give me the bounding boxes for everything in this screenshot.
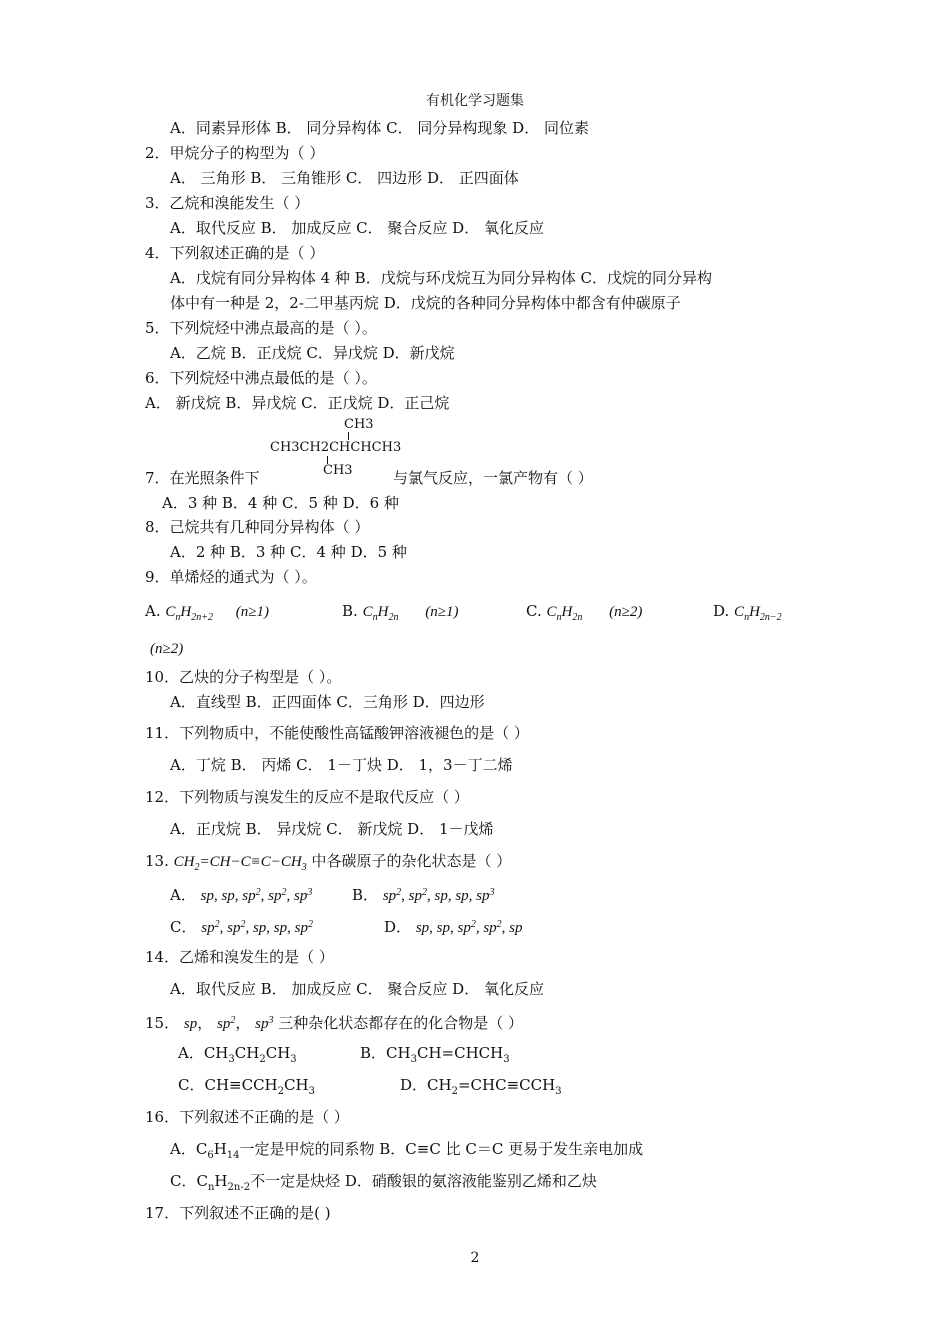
q9-option-d: D. $C_nH_{2n-2}$ bbox=[713, 602, 782, 623]
q13-option-c: C． $sp^2$, $sp^2$, sp, sp, $sp^2$ bbox=[170, 918, 313, 936]
q7-stem-b: 与氯气反应，一氯产物有（ ） bbox=[393, 469, 593, 487]
q14-options: A．取代反应 B． 加成反应 C． 聚合反应 D． 氧化反应 bbox=[170, 980, 544, 998]
structure-bottom-group: CH3 bbox=[323, 463, 353, 478]
q12-options: A．正戊烷 B． 异戊烷 C． 新戊烷 D． 1－戊烯 bbox=[170, 820, 494, 838]
q6-options: A． 新戊烷 B．异戊烷 C．正戊烷 D．正己烷 bbox=[145, 394, 450, 412]
q6-stem: 6．下列烷烃中沸点最低的是（ ）。 bbox=[145, 369, 377, 387]
q11-options: A．丁烷 B． 丙烯 C． 1－丁炔 D． 1，3－丁二烯 bbox=[170, 756, 513, 774]
q13-option-b: B． $sp^2$, $sp^2$, sp, sp, $sp^3$ bbox=[352, 886, 495, 904]
q8-options: A．2 种 B．3 种 C．4 种 D．5 种 bbox=[170, 543, 407, 561]
q12-stem: 12．下列物质与溴发生的反应不是取代反应（ ） bbox=[145, 788, 469, 806]
q11-stem: 11．下列物质中，不能使酸性高锰酸钾溶液褪色的是（ ） bbox=[145, 724, 529, 742]
q4-stem: 4．下列叙述正确的是（ ） bbox=[145, 244, 325, 262]
q15-stem: 15． sp， $sp^2$， $sp^3$ 三种杂化状态都存在的化合物是（ ） bbox=[145, 1014, 524, 1032]
q9-option-c: C. $C_nH_{2n}$ (n≥2) bbox=[526, 602, 643, 623]
q16-stem: 16．下列叙述不正确的是（ ） bbox=[145, 1108, 349, 1126]
structure-bond-top bbox=[348, 432, 349, 440]
structure-top-group: CH3 bbox=[344, 417, 374, 432]
q3-options: A．取代反应 B． 加成反应 C． 聚合反应 D． 氧化反应 bbox=[170, 219, 544, 237]
q7-options: A．3 种 B．4 种 C．5 种 D．6 种 bbox=[162, 494, 399, 512]
q16-options-2: C．$C_nH_{2n-2}$不一定是炔烃 D．硝酸银的氨溶液能鉴别乙烯和乙炔 bbox=[170, 1172, 597, 1193]
q2-options: A． 三角形 B． 三角锥形 C． 四边形 D． 正四面体 bbox=[170, 169, 519, 187]
q2-stem: 2．甲烷分子的构型为（ ） bbox=[145, 144, 325, 162]
q4-options-2: 体中有一种是 2，2-二甲基丙烷 D．戊烷的各种同分异构体中都含有仲碳原子 bbox=[170, 294, 681, 312]
q1-options: A．同素异形体 B． 同分异构体 C． 同分异构现象 D． 同位素 bbox=[170, 119, 589, 137]
q13-option-d: D． sp, sp, $sp^2$, $sp^2$, sp bbox=[384, 918, 523, 936]
q9-option-a: A. $C_nH_{2n+2}$ (n≥1) bbox=[145, 602, 270, 623]
q16-options-1: A．$C_6H_{14}$一定是甲烷的同系物 B．C≡C 比 C＝C 更易于发生亲电加成 bbox=[170, 1140, 644, 1161]
q13-option-a: A． sp, sp, $sp^2$, $sp^2$, $sp^3$ bbox=[170, 886, 313, 904]
q13-formula: $CH_2=CH-C\equiv C-CH_3$ bbox=[173, 854, 307, 873]
q7-stem-a: 7．在光照条件下 bbox=[145, 469, 260, 487]
q9-option-b: B. $C_nH_{2n}$ (n≥1) bbox=[342, 602, 459, 623]
q13-stem: 13. $CH_2=CH-C\equiv C-CH_3$ 中各碳原子的杂化状态是（ ） bbox=[145, 852, 512, 873]
q15-option-d: D．$CH_2=CHC\equiv CCH_3$ bbox=[400, 1076, 562, 1097]
q8-stem: 8．己烷共有几种同分异构体（ ） bbox=[145, 518, 370, 536]
page-header: 有机化学习题集 bbox=[426, 93, 524, 109]
q3-stem: 3．乙烷和溴能发生（ ） bbox=[145, 194, 310, 212]
q9-stem: 9．单烯烃的通式为（ ）。 bbox=[145, 568, 317, 586]
q17-stem: 17．下列叙述不正确的是( ) bbox=[145, 1204, 331, 1222]
q10-options: A．直线型 B．正四面体 C．三角形 D．四边形 bbox=[170, 693, 485, 711]
q14-stem: 14．乙烯和溴发生的是（ ） bbox=[145, 948, 334, 966]
q9-option-d-condition: (n≥2) bbox=[150, 641, 184, 657]
q10-stem: 10．乙炔的分子构型是（ ）。 bbox=[145, 668, 342, 686]
q4-options-1: A．戊烷有同分异构体 4 种 B．戊烷与环戊烷互为同分异构体 C．戊烷的同分异构 bbox=[170, 269, 712, 287]
q5-stem: 5．下列烷烃中沸点最高的是（ ）。 bbox=[145, 319, 377, 337]
q5-options: A．乙烷 B．正戊烷 C．异戊烷 D．新戊烷 bbox=[170, 344, 455, 362]
structure-main-chain: CH3CH2CHCHCH3 bbox=[270, 440, 402, 455]
q15-option-c: C．$CH\equiv CCH_2CH_3$ bbox=[178, 1076, 315, 1097]
q15-option-a: A．$CH_3CH_2CH_3$ bbox=[178, 1044, 297, 1065]
q15-option-b: B．$CH_3CH=CHCH_3$ bbox=[360, 1044, 510, 1065]
page-number: 2 bbox=[470, 1250, 480, 1266]
